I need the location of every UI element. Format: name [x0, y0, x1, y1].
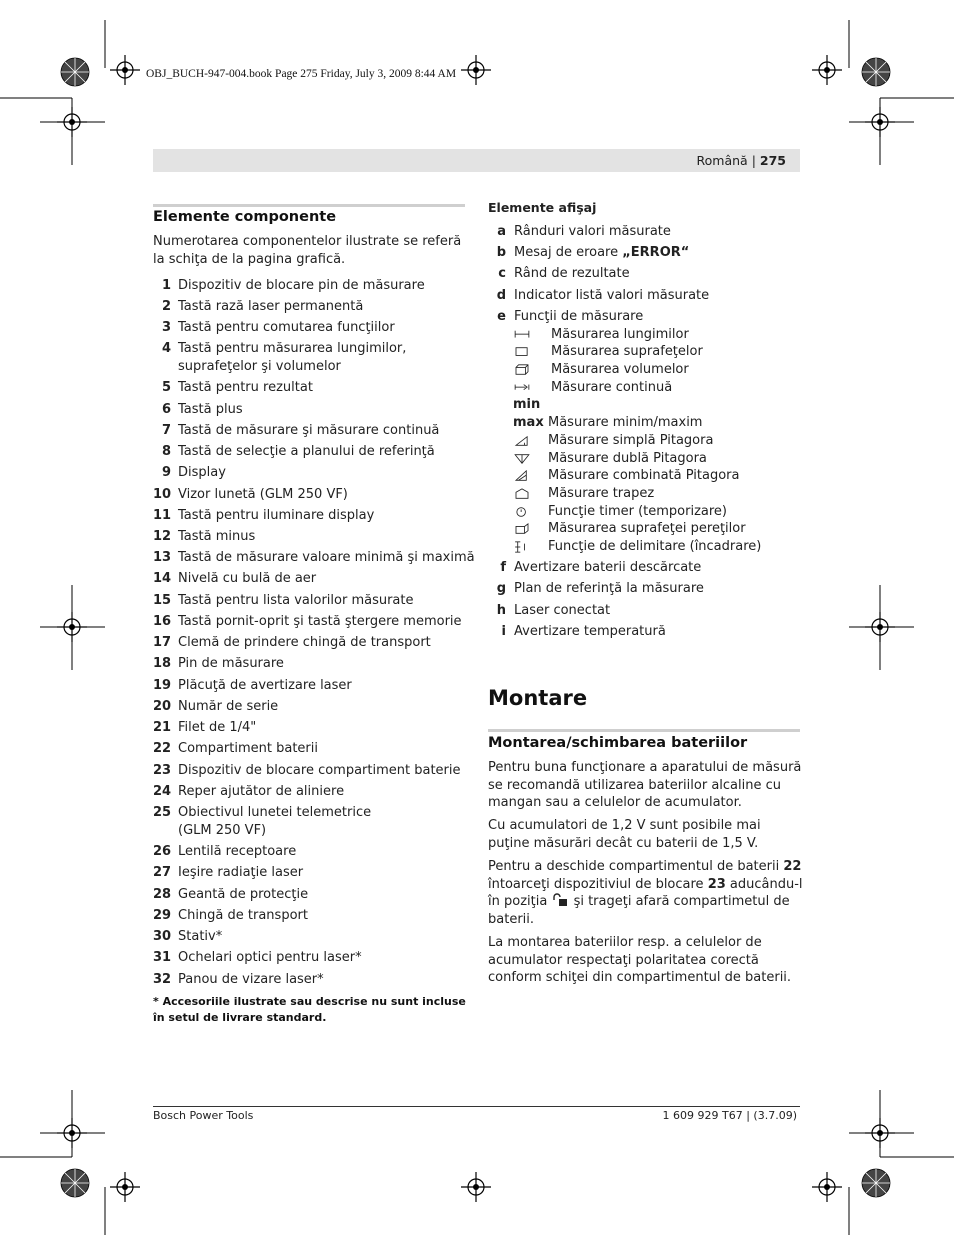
- component-number: 13: [153, 550, 172, 565]
- component-number: 23: [153, 763, 172, 778]
- footer-rule: [153, 1106, 800, 1107]
- display-letter: d: [496, 288, 506, 303]
- page-header-text: [697, 153, 786, 168]
- display-letter: a: [497, 224, 506, 239]
- p3-ref-22: 22: [783, 859, 802, 874]
- component-number: 28: [153, 887, 172, 902]
- component-text: Pin de măsurare: [178, 656, 284, 671]
- wall-area-icon: [513, 523, 531, 535]
- component-text: Număr de serie: [178, 699, 279, 714]
- measure-function-text: Măsurare dublă Pitagora: [548, 451, 707, 466]
- minmax-text: Măsurare minim/maxim: [548, 415, 703, 430]
- component-text: Ochelari optici pentru laser*: [178, 950, 362, 965]
- component-number: 9: [161, 465, 171, 480]
- component-number: 25: [153, 805, 172, 820]
- timer-icon: [513, 506, 531, 518]
- page-number: 275: [759, 153, 786, 168]
- component-text: Display: [178, 465, 226, 480]
- component-text: Panou de vizare laser*: [178, 972, 324, 987]
- measure-function-text: Funcţie de delimitare (încadrare): [548, 539, 762, 554]
- component-text: Tastă de măsurare valoare minimă şi maximă: [178, 550, 475, 565]
- p3-text-c: întoarceţi dispozitiviul de blocare: [488, 876, 708, 892]
- component-text: Tastă pornit-oprit şi tastă ştergere memorie: [178, 614, 462, 629]
- measure-function-text: Măsurare trapez: [548, 486, 655, 501]
- display-text-value: Rând de rezultate: [514, 266, 630, 281]
- component-text: Nivelă cu bulă de aer: [178, 571, 317, 586]
- component-text: Reper ajutător de aliniere: [178, 784, 345, 799]
- book-header: OBJ_BUCH-947-004.book Page 275 Friday, July 3, 2009 8:44 AM: [146, 68, 457, 80]
- area-icon: [513, 346, 531, 358]
- display-letter: b: [496, 245, 506, 260]
- component-number: 15: [153, 593, 172, 608]
- display-letter: h: [496, 603, 506, 618]
- unlock-icon: [551, 893, 569, 907]
- measure-function-text: Măsurarea lungimilor: [551, 327, 689, 342]
- p3-text-a: Pentru a deschide compartimentul de baterii: [488, 859, 784, 874]
- component-text: Dispozitiv de blocare compartiment baterie: [178, 763, 461, 778]
- component-text: Tastă pentru comutarea funcţiilor: [178, 320, 395, 335]
- component-number: 10: [153, 487, 172, 502]
- trapezoid-icon: [513, 488, 531, 500]
- display-text: [514, 223, 671, 241]
- p3-text-f: şi trageţi afară compartimetul de baterii.: [488, 894, 790, 927]
- component-number: 12: [153, 529, 172, 544]
- battery-paragraph-1: Pentru buna funcţionare a aparatului de măsură se recomandă utilizarea bateriilor alcaline cu mangan sau a celulelor de acumulator.: [488, 760, 802, 810]
- component-number: 32: [153, 972, 172, 987]
- continuous-icon: [513, 382, 531, 394]
- display-text-value: Indicator listă valori măsurate: [514, 288, 710, 303]
- component-text: Tastă rază laser permanentă: [178, 299, 364, 314]
- language-label: Română: [696, 153, 748, 168]
- battery-subtitle: Montarea/schimbarea bateriilor: [488, 735, 748, 751]
- footer-right: 1 609 929 T67 | (3.7.09): [662, 1109, 797, 1122]
- display-letter: g: [496, 581, 506, 596]
- display-text: [514, 602, 610, 620]
- display-text: [514, 623, 666, 641]
- display-text: [514, 265, 630, 283]
- max-item: [513, 414, 703, 432]
- montare-heading: Montare: [488, 686, 588, 710]
- display-text-value: Funcţii de măsurare: [514, 309, 644, 324]
- component-text: Stativ*: [178, 929, 223, 944]
- component-number: 2: [161, 299, 171, 314]
- component-text: Vizor lunetă (GLM 250 VF): [178, 487, 348, 502]
- display-text: [514, 559, 701, 577]
- component-text: Obiectivul lunetei telemetrice (GLM 250 VF): [178, 805, 372, 838]
- display-text-value: Avertizare temperatură: [514, 624, 666, 639]
- component-number: 31: [153, 950, 172, 965]
- component-number: 26: [153, 844, 172, 859]
- component-number: 14: [153, 571, 172, 586]
- component-text: Clemă de prindere chingă de transport: [178, 635, 431, 650]
- p3-text-e: aducându-l în poziţia: [488, 876, 803, 909]
- measure-function-text: Măsurare simplă Pitagora: [548, 433, 714, 448]
- display-text: [514, 308, 643, 326]
- pythagoras-combined-icon: [513, 470, 531, 482]
- display-text-value: Mesaj de eroare: [514, 245, 623, 260]
- display-text: [514, 580, 704, 598]
- display-text: [514, 244, 689, 262]
- page-header-bar: [153, 149, 800, 172]
- component-text: Chingă de transport: [178, 908, 308, 923]
- component-text: Compartiment baterii: [178, 741, 318, 756]
- component-text: Ieşire radiaţie laser: [178, 865, 304, 880]
- volume-icon: [513, 364, 531, 376]
- accessories-footnote: * Accesoriile ilustrate sau descrise nu sunt incluse în setul de livrare standard.: [153, 995, 466, 1024]
- component-text: Tastă plus: [178, 402, 243, 417]
- component-number: 1: [161, 278, 171, 293]
- pythagoras-simple-icon: [513, 435, 531, 447]
- component-number: 11: [153, 508, 172, 523]
- pythagoras-double-icon: [513, 453, 531, 465]
- measure-function-text: Măsurarea volumelor: [551, 362, 689, 377]
- component-text: Tastă de selecţie a planului de referinţă: [178, 444, 435, 459]
- footer-left: Bosch Power Tools: [153, 1109, 254, 1122]
- measure-function-text: Funcţie timer (temporizare): [548, 504, 727, 519]
- header-separator: |: [747, 153, 760, 168]
- component-number: 17: [153, 635, 172, 650]
- component-text: Plăcuţă de avertizare laser: [178, 678, 352, 693]
- section-rule-2: [488, 729, 800, 732]
- component-number: 4: [161, 341, 171, 356]
- component-text: Filet de 1/4": [178, 720, 257, 735]
- max-text: max: [513, 415, 544, 430]
- component-text: Lentilă receptoare: [178, 844, 297, 859]
- component-number: 24: [153, 784, 172, 799]
- display-letter: i: [501, 624, 506, 639]
- display-text-value: Plan de referinţă la măsurare: [514, 581, 704, 596]
- section-rule: [153, 204, 465, 207]
- components-intro: Numerotarea componentelor ilustrate se referă la schiţa de la pagina grafică.: [153, 234, 462, 267]
- component-number: 7: [161, 423, 171, 438]
- component-number: 27: [153, 865, 172, 880]
- component-number: 19: [153, 678, 172, 693]
- component-number: 18: [153, 656, 172, 671]
- display-letter: f: [500, 560, 506, 575]
- component-number: 30: [153, 929, 172, 944]
- component-number: 21: [153, 720, 172, 735]
- component-number: 3: [161, 320, 171, 335]
- battery-paragraph-2: Cu acumulatori de 1,2 V sunt posibile mai puţine măsurări decât cu baterii de 1,5 V.: [488, 818, 761, 851]
- display-text: [514, 287, 709, 305]
- stakeout-icon: [513, 541, 531, 553]
- length-icon: [513, 329, 531, 341]
- min-text: min: [513, 397, 541, 412]
- display-letter: e: [497, 309, 506, 324]
- component-text: Tastă pentru iluminare display: [178, 508, 375, 523]
- component-number: 8: [161, 444, 171, 459]
- component-text: Dispozitiv de blocare pin de măsurare: [178, 278, 425, 293]
- component-number: 29: [153, 908, 172, 923]
- component-text: Tastă pentru lista valorilor măsurate: [178, 593, 414, 608]
- component-text: Tastă pentru măsurarea lungimilor, suprafeţelor şi volumelor: [178, 341, 407, 374]
- display-text-value: Rânduri valori măsurate: [514, 224, 671, 239]
- min-label: [513, 396, 540, 414]
- measure-function-text: Măsurarea suprafeţei pereţilor: [548, 521, 746, 536]
- display-elements-title: Elemente afişaj: [488, 200, 597, 215]
- p3-ref-23: 23: [707, 876, 726, 892]
- battery-paragraph-3: [488, 858, 803, 928]
- component-text: Tastă minus: [178, 529, 256, 544]
- component-text: Tastă de măsurare şi măsurare continuă: [178, 423, 440, 438]
- component-text: Tastă pentru rezultat: [178, 380, 313, 395]
- component-number: 5: [161, 380, 171, 395]
- component-number: 6: [161, 402, 171, 417]
- component-number: 22: [153, 741, 172, 756]
- measure-function-text: Măsurare continuă: [551, 380, 673, 395]
- battery-paragraph-4: La montarea bateriilor resp. a celulelor de acumulator respectaţi polaritatea corectă conform schiţei din compartimentul de baterii.: [488, 935, 792, 985]
- display-text-value: Avertizare baterii descărcate: [514, 560, 702, 575]
- error-message-label: „ERROR“: [622, 245, 690, 260]
- components-title: Elemente componente: [153, 209, 337, 225]
- measure-function-text: Măsurarea suprafeţelor: [551, 344, 703, 359]
- component-number: 20: [153, 699, 172, 714]
- display-text-value: Laser conectat: [514, 603, 611, 618]
- display-letter: c: [498, 266, 506, 281]
- measure-function-text: Măsurare combinată Pitagora: [548, 468, 740, 483]
- component-number: 16: [153, 614, 172, 629]
- component-text: Geantă de protecţie: [178, 887, 309, 902]
